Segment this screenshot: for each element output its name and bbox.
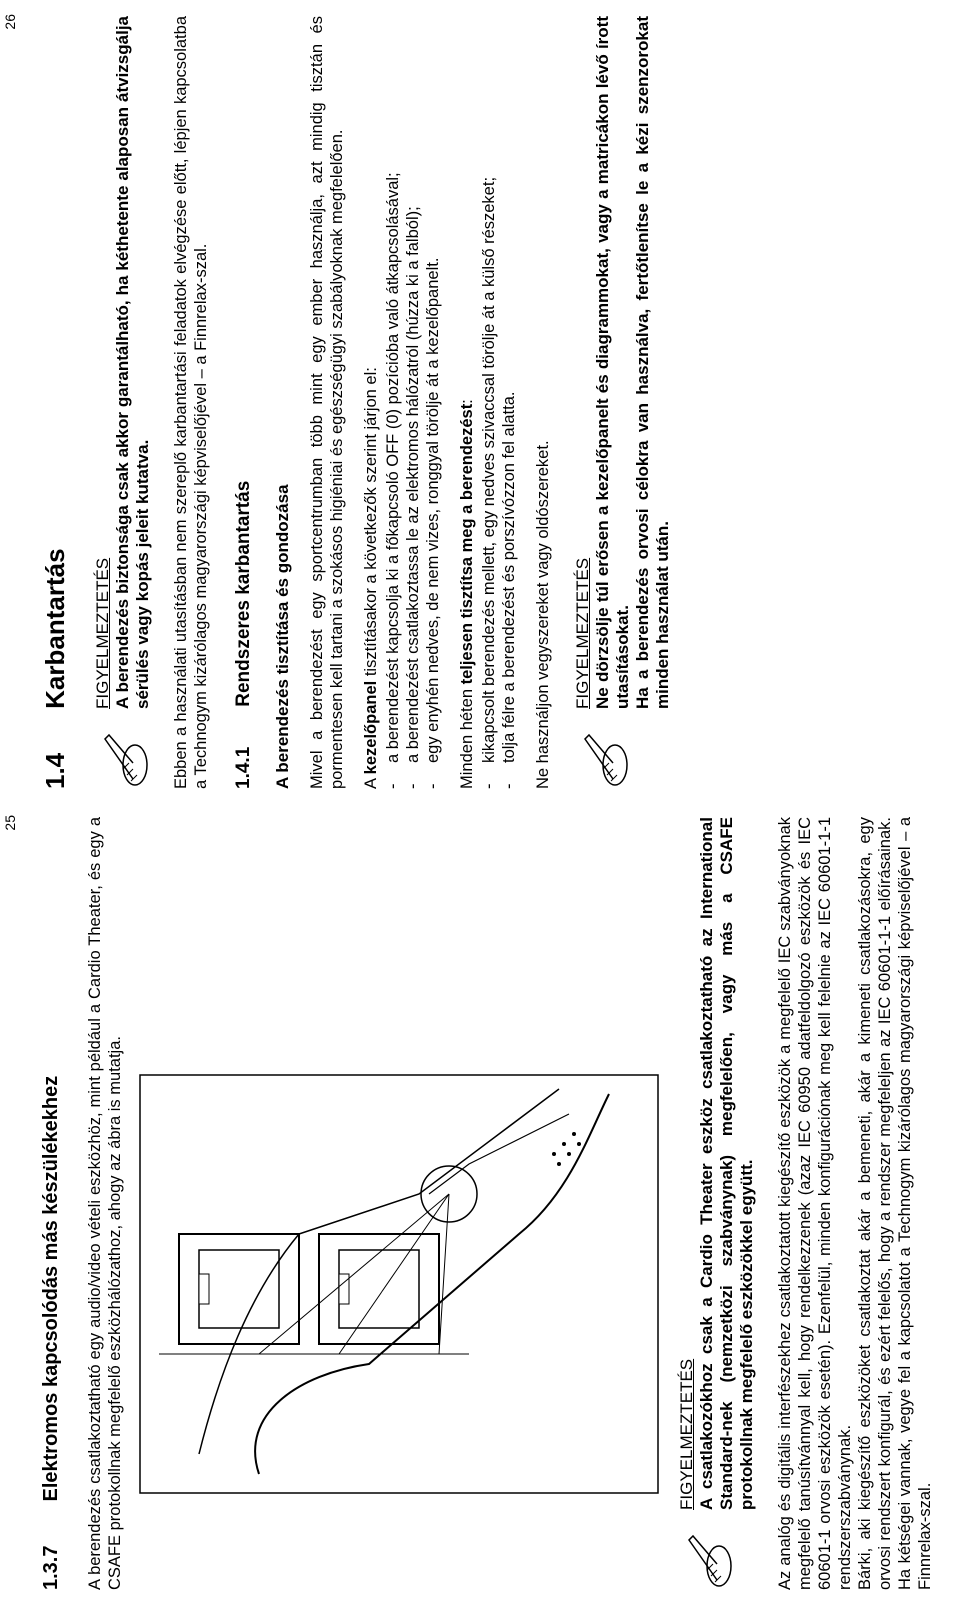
page-number: 25 [2,815,18,831]
list-item: - a berendezést csatlakoztassa le az elektromos hálózatról (húzza ki a falból); [404,206,422,789]
interface-paragraph: Az analóg és digitális interfészekhez csatlakoztatott kiegészítő eszközök a megfelelő IEC szabványoknak megfelelő tanúsítvánnyal kell, hogy rendelkezzenek (azaz IEC 60950 adatfeldolgozó eszközök és IEC 60601-1 orvosi eszközök esetén). Ezenfelül, minden konfigurációnak meg kell felelnie az IEC 60601-1-1 rendszerszabványnak. [776,817,854,1590]
list-item-text: a berendezést csatlakoztassa le az elektromos hálózatról (húzza ki a falból); [404,206,422,763]
panel-intro [361,16,381,789]
page-number: 26 [2,14,18,30]
list-item: - kikapcsolt berendezés mellett, egy nedves szivaccsal törölje át a külső részeket; [480,176,498,789]
section-number: 1.3.7 [40,1545,62,1590]
pointing-hand-icon [677,1532,737,1590]
weekly-steps-list [479,16,519,789]
panel-steps-list [383,16,443,789]
section-title: Karbantartás [40,548,70,709]
weekly-intro [457,16,477,789]
maintenance-intro: Ebben a használati utasításban nem szereplő karbantartási feladatok elvégzése előtt, lépjen kapcsolatba a Technogym kizárólagos magyarországi képviselőjével – a Finnrelax-szal. [172,16,210,789]
panel-intro-post: tisztításakor a következők szerint járjon el: [362,367,380,681]
weekly-intro-pre: Minden héten [458,684,476,789]
warning-text: A csatlakozókhoz csak a Cardio Theater eszköz csatlakoztatható az International Standard-nek (nemzetközi szabványnak) megfelelően, vagy más a CSAFE protokollnak megfelelő eszközökkel együtt. [697,817,756,1510]
list-item: - tolja félre a berendezést és porszívózzon fel alatta. [500,391,518,789]
warning-line-2: Ha a berendezés orvosi célokra van használva, fertőtlenítse le a kézi szenzorokat minden használat után. [633,16,672,709]
treadmill-connector-figure [139,1074,659,1494]
section-title: Elektromos kapcsolódás más készülékekhez [40,1075,62,1502]
pointing-hand-icon [93,731,153,789]
no-solvent-note: Ne használjon vegyszereket vagy oldószereket. [534,440,552,789]
warning-text: A berendezés biztonsága csak akkor garantálható, ha kéthetente alaposan átvizsgálja sérülés vagy kopás jeleit kutatva. [113,16,152,709]
cleaning-paragraph: Mivel a berendezést egy sportcentrumban több mint egy ember használja, azt mindig tisztán és pormentesen kell tartani a szokásos higiéniai és egészségügyi szabályoknak megfelelően. [308,16,346,789]
list-item: - egy enyhén nedves, de nem vizes, ronggyal törölje át a kezelőpanelt. [424,257,442,789]
responsibility-paragraph: Bárki, aki kiegészítő eszközöket csatlakoztat akár a bemeneti, akár a kimeneti csatlakozásokra, egy orvosi rendszert konfigurál, és ezért felelős, hogy a rendszer megfeleljen az IEC 60601-1-1 előírásainak. Ha kétségei vannak, vegye fel a kapcsolatot a Technogym kizárólagos magyarországi képviselőjével – a Finnrelax-szal. [856,817,934,1590]
list-item-text: egy enyhén nedves, de nem vizes, ronggyal törölje át a kezelőpanelt. [424,257,442,763]
warning-box [573,16,673,789]
subsection-heading [233,16,255,789]
subsection-title: Rendszeres karbantartás [233,480,254,707]
page-25 [0,801,960,1602]
page-content [40,817,949,1590]
list-item-text: kikapcsolt berendezés mellett, egy nedves szivaccsal törölje át a külső részeket; [480,176,498,763]
panel-intro-bold: kezelőpanel [362,680,380,775]
panel-intro-pre: A [362,774,380,789]
section-heading [40,16,71,789]
pointing-hand-icon [573,731,633,789]
warning-line-1: Ne dörzsölje túl erősen a kezelőpanelt és diagrammokat, vagy a matricákon lévő írott utasításokat. [593,16,632,709]
warning-title: FIGYELMEZTETÉS [677,1358,696,1510]
list-item-text: tolja félre a berendezést és porszívózzon fel alatta. [500,391,518,763]
cleaning-heading: A berendezés tisztítása és gondozása [273,484,292,789]
list-item-text: a berendezést kapcsolja ki a főkapcsoló OFF (0) pozícióba való átkapcsolásával; [384,172,402,763]
section-number: 1.4 [40,752,70,789]
page-content [40,16,691,789]
warning-box [93,16,153,789]
warning-box [677,817,757,1590]
intro-paragraph: A berendezés csatlakoztatható egy audio/video vételi eszközhöz, mint például a Cardio Theater, és egy a CSAFE protokollnak megfelelő eszközhálózathoz, ahogy az ábra is mutatja. [86,817,124,1590]
weekly-intro-post: : [458,399,476,404]
subsection-number: 1.4.1 [233,746,254,789]
warning-title: FIGYELMEZTETÉS [573,557,592,709]
section-heading [40,817,63,1590]
weekly-intro-bold: teljesen tisztítsa meg a berendezést [458,403,476,685]
warning-title: FIGYELMEZTETÉS [93,557,112,709]
list-item: - a berendezést kapcsolja ki a főkapcsoló OFF (0) pozícióba való átkapcsolásával; [384,172,402,789]
treadmill-illustration [139,1074,659,1494]
